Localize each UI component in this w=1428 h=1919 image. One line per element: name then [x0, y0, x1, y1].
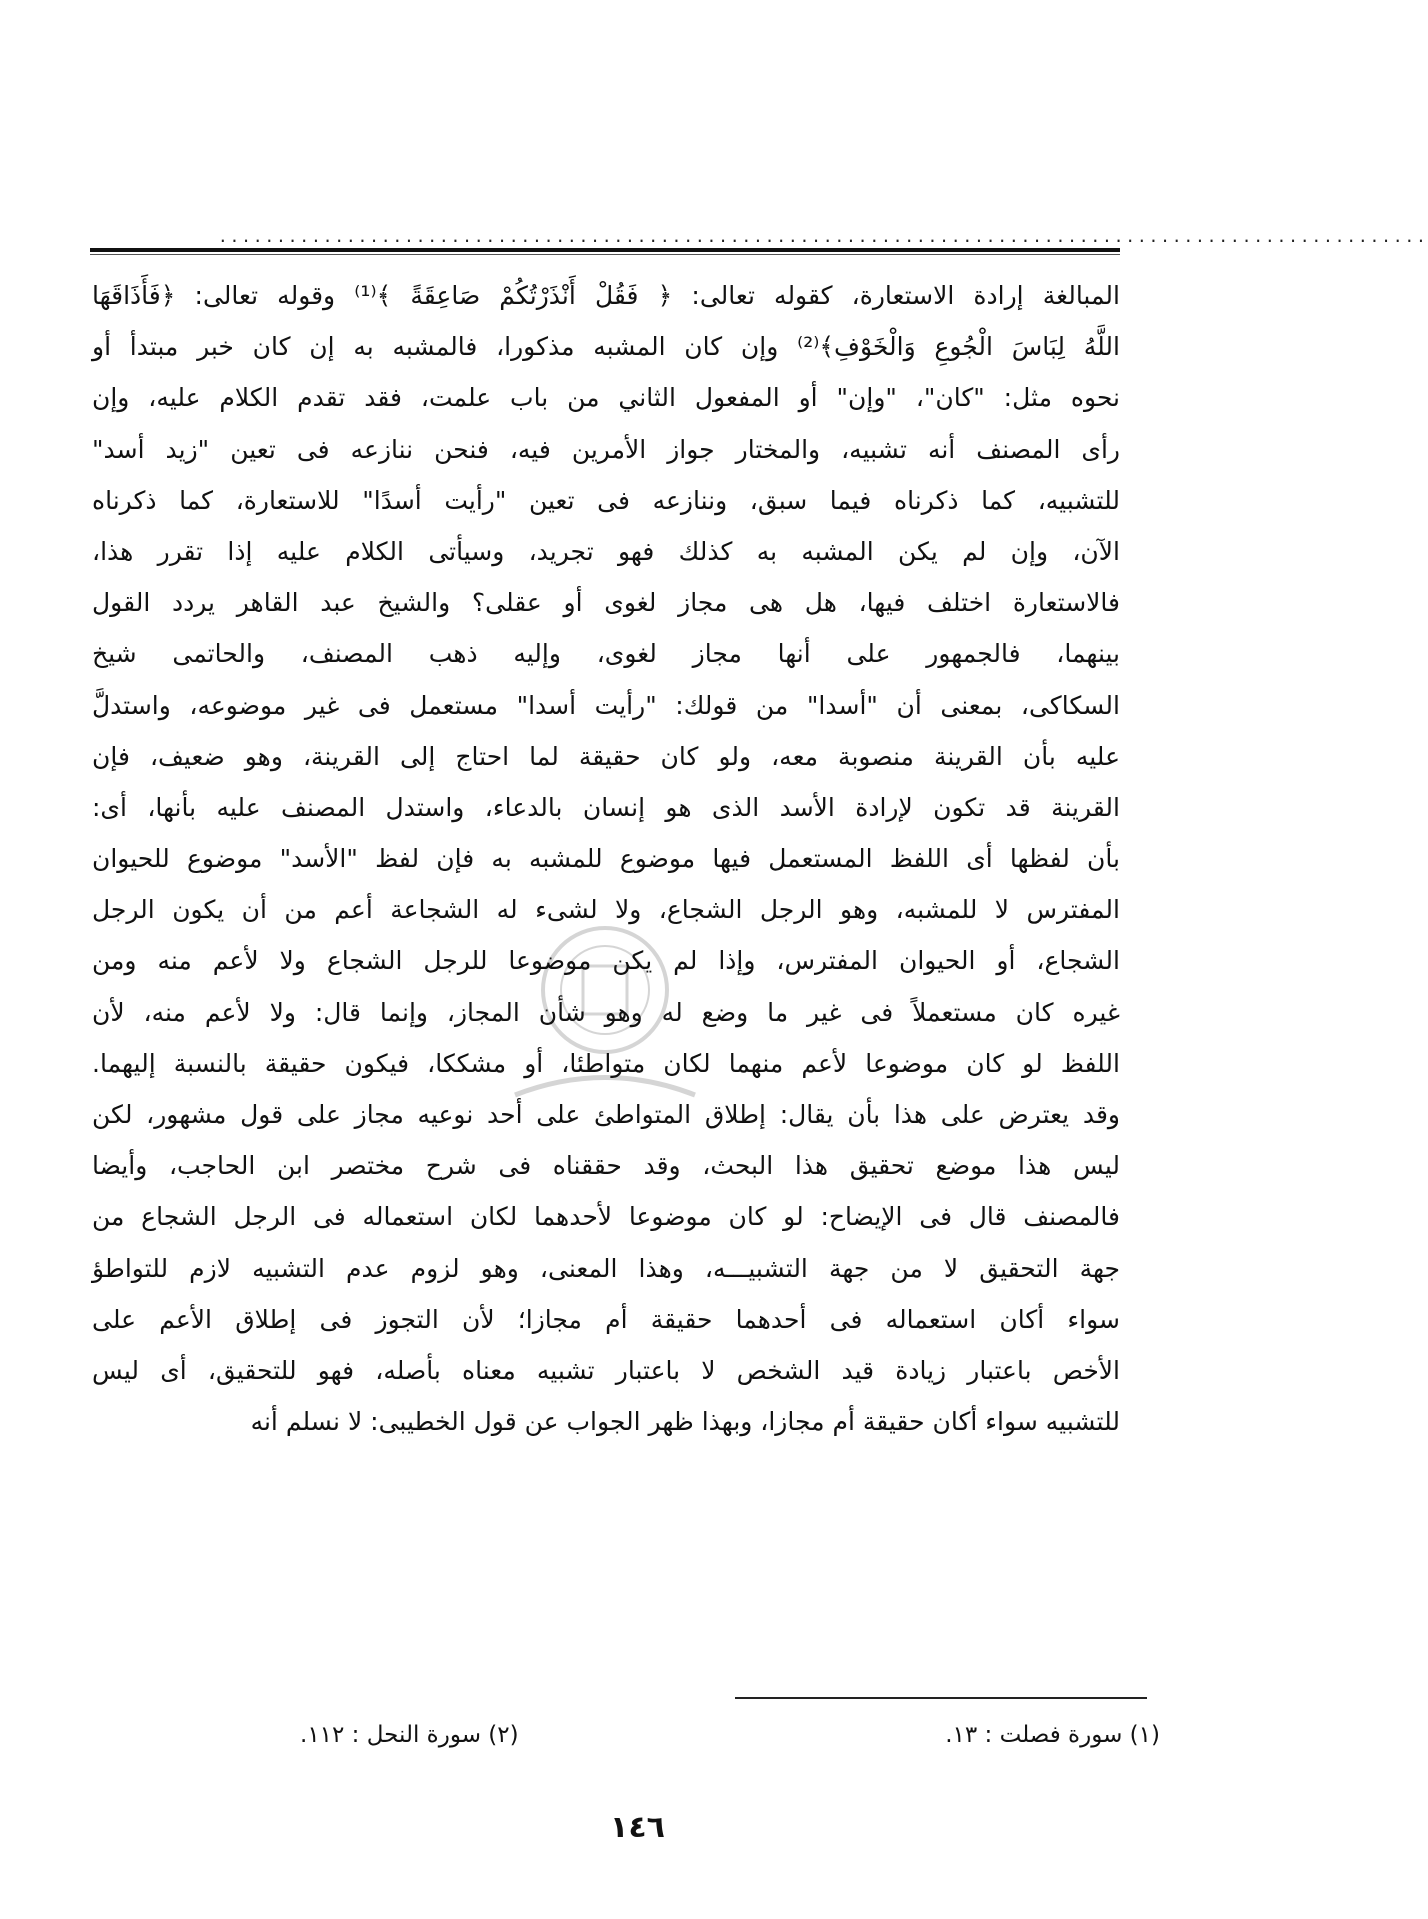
footnote-separator [735, 1697, 1147, 1699]
text-line: اللَّهُ لِبَاسَ الْجُوعِ وَالْخَوْفِ﴾⁽²⁾ وإن كان المشبه مذكورا، فالمشبه به إن كان خبر مبتدأ أو [92, 332, 1120, 362]
footnote-1: (١) سورة فصلت : ١٣. [945, 1722, 1160, 1748]
text-line: للتشبيه، كما ذكرناه فيما سبق، وننازعه فى تعين "رأيت أسدًا" للاستعارة، كما ذكرناه [92, 485, 1120, 515]
text-line: بأن لفظها أى اللفظ المستعمل فيها موضوع للمشبه به فإن لفظ "الأسد" موضوع للحيوان [92, 844, 1120, 874]
text-line: السكاكى، بمعنى أن "أسدا" من قولك: "رأيت أسدا" مستعمل فى غير موضوعه، واستدلَّ [92, 690, 1120, 720]
text-line: فالمصنف قال فى الإيضاح: لو كان موضوعا لأحدهما لكان استعماله فى الرجل الشجاع من [92, 1202, 1120, 1232]
text-line: عليه بأن القرينة منصوبة معه، ولو كان حقيقة لما احتاج إلى القرينة، وهو ضعيف، فإن [92, 741, 1120, 771]
main-text [92, 270, 1120, 1447]
text-line: القرينة قد تكون لإرادة الأسد الذى هو إنسان بالدعاء، واستدل المصنف عليه بأنها، أى: [92, 792, 1120, 822]
text-line: رأى المصنف أنه تشبيه، والمختار جواز الأمرين فيه، فنحن ننازعه فى تعين "زيد أسد" [92, 434, 1120, 464]
text-line: المفترس لا للمشبه، وهو الرجل الشجاع، ولا لشىء له الشجاعة أعم من أن يكون الرجل [92, 895, 1120, 925]
footnote-2: (٢) سورة النحل : ١١٢. [300, 1722, 519, 1748]
header-rule [90, 248, 1120, 252]
header-rule-thin [90, 254, 1120, 255]
text-line: الآن، وإن لم يكن المشبه به كذلك فهو تجريد، وسيأتى الكلام عليه إذا تقرر هذا، [92, 536, 1120, 566]
page-number: ١٤٦ [610, 1810, 665, 1845]
text-line: فالاستعارة اختلف فيها، هل هى مجاز لغوى أو عقلى؟ والشيخ عبد القاهر يردد القول [92, 588, 1120, 618]
header-dotted-line: ........................................................................................................ [218, 227, 1428, 246]
text-line: ليس هذا موضع تحقيق هذا البحث، وقد حققناه فى شرح مختصر ابن الحاجب، وأيضا [92, 1151, 1120, 1181]
text-line: الشجاع، أو الحيوان المفترس، وإذا لم يكن موضوعا للرجل الشجاع ولا لأعم منه ومن [92, 946, 1120, 976]
text-line: غيره كان مستعملاً فى غير ما وضع له وهو شأن المجاز، وإنما قال: ولا لأعم منه، لأن [92, 997, 1120, 1027]
text-line: سواء أكان استعماله فى أحدهما حقيقة أم مجازا؛ لأن التجوز فى إطلاق الأعم على [92, 1304, 1120, 1334]
text-line: اللفظ لو كان موضوعا لأعم منهما لكان متواطئا، أو مشككا، فيكون حقيقة بالنسبة إليهما. [92, 1048, 1120, 1078]
text-line: للتشبيه سواء أكان حقيقة أم مجازا، وبهذا ظهر الجواب عن قول الخطيبى: لا نسلم أنه [250, 1407, 1120, 1437]
text-line: المبالغة إرادة الاستعارة، كقوله تعالى: ﴿ فَقُلْ أَنْذَرْتُكُمْ صَاعِقَةً ﴾⁽¹⁾ وقوله تعالى: ﴿فَأَذَاقَهَا [92, 281, 1120, 310]
text-line: وقد يعترض على هذا بأن يقال: إطلاق المتواطئ على أحد نوعيه مجاز على قول مشهور، لكن [92, 1100, 1120, 1129]
text-line: جهة التحقيق لا من جهة التشبيـــه، وهذا المعنى، وهو لزوم عدم التشبيه لازم للتواطؤ [92, 1253, 1120, 1283]
footnotes [300, 1722, 1160, 1748]
text-line: نحوه مثل: "كان"، "وإن" أو المفعول الثاني من باب علمت، فقد تقدم الكلام عليه، وإن [92, 383, 1120, 413]
text-line: الأخص باعتبار زيادة قيد الشخص لا باعتبار تشبيه معناه بأصله، فهو للتحقيق، أى ليس [92, 1355, 1120, 1385]
text-line: بينهما، فالجمهور على أنها مجاز لغوى، وإليه ذهب المصنف، والحاتمى شيخ [92, 639, 1120, 669]
